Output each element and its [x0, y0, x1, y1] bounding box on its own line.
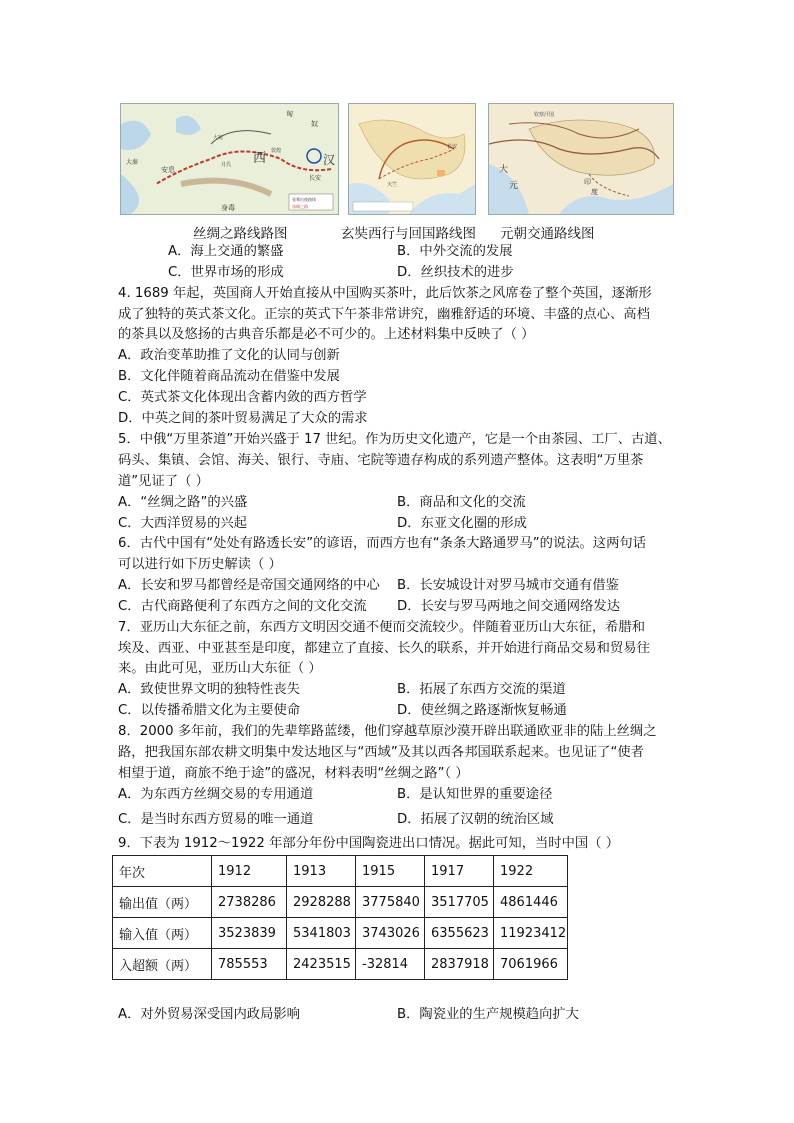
map-label-yin: 印: [584, 178, 591, 186]
q3-option-d: D．丝织技术的进步: [397, 265, 514, 280]
q8-stem-line-1: 8．2000 多年前，我们的先辈筚路蓝缕，他们穿越草原沙漠开辟出联通欧亚非的陆上丝绸之: [118, 724, 657, 739]
map-label-kipchak: 钦察汗国: [534, 112, 555, 118]
map-label-dunhuang: 敦煌: [271, 148, 282, 154]
map-label-anxi: 安息: [161, 166, 175, 174]
map-label-changan: 长安: [309, 175, 322, 182]
map-label-dawan: 大宛: [213, 135, 224, 141]
q5-option-d: D．东亚文化圈的形成: [397, 516, 527, 531]
table-cell: 4861446: [494, 887, 568, 918]
map-legend-zhangqian: 张骞出使路线: [292, 197, 316, 202]
table-cell: 785553: [212, 949, 287, 980]
table-cell: 5341803: [287, 918, 356, 949]
q4-stem-line-3: 的茶具以及悠扬的古典音乐都是必不可少的。上述材料集中反映了（ ）: [118, 327, 535, 342]
table-cell: 7061966: [494, 949, 568, 980]
table-cell: 11923412: [494, 918, 568, 949]
q6-stem-line-2: 可以进行如下历史解读（ ）: [118, 557, 282, 572]
map-label-nu: 奴: [311, 120, 318, 128]
q3-option-b: B．中外交流的发展: [397, 244, 513, 259]
q9-option-b: B．陶瓷业的生产规模趋向扩大: [397, 1007, 579, 1022]
map-label-yuan: 元: [509, 181, 519, 191]
caption-yuan: 元朝交通路线图: [500, 226, 595, 242]
q9-trade-table: [112, 855, 568, 980]
table-cell: 3775840: [356, 887, 425, 918]
caption-xuanzang: 玄奘西行与回国路线图: [341, 226, 476, 242]
table-cell: 6355623: [425, 918, 494, 949]
map-label-da: 大: [499, 165, 509, 175]
q8-stem-line-3: 相望于道，商旅不绝于途”的盛况，材料表明“丝绸之路”（ ）: [118, 766, 469, 781]
q8-option-d: D．拓展了汉朝的统治区域: [397, 812, 554, 827]
table-cell: 2738286: [212, 887, 287, 918]
map-legend-silkroad: 丝绸之路: [292, 204, 308, 209]
map-legend-box: [353, 202, 413, 211]
table-cell: 2423515: [287, 949, 356, 980]
q7-option-b: B．拓展了东西方交流的渠道: [397, 682, 566, 697]
q7-option-c: C．以传播希腊文化为主要使命: [118, 703, 301, 718]
map-label-tianzhu: 天竺: [387, 182, 398, 188]
q6-option-d: D．长安与罗马两地之间交通网络发达: [397, 599, 620, 614]
table-header-cell: 1912: [212, 856, 287, 887]
q9-stem: 9．下表为 1912～1922 年部分年份中国陶瓷进出口情况。据此可知，当时中国（ ）: [118, 836, 620, 851]
table-cell: 输入值（两）: [113, 918, 212, 949]
q4-option-a: A．政治变革助推了文化的认同与创新: [118, 348, 340, 363]
q5-option-b: B．商品和文化的交流: [397, 495, 526, 510]
table-cell: 3523839: [212, 918, 287, 949]
xuanzang-map: [348, 103, 476, 215]
q7-option-d: D．使丝绸之路逐渐恢复畅通: [397, 703, 567, 718]
silk-road-map: [120, 103, 339, 215]
map-marker: [437, 170, 445, 176]
yuan-map: [488, 103, 674, 215]
map-label-xi: 西: [253, 151, 267, 166]
table-header-cell: 1915: [356, 856, 425, 887]
q3-option-a: A．海上交通的繁盛: [168, 244, 284, 259]
map-label-han: 汉: [323, 153, 336, 167]
table-cell: 3517705: [425, 887, 494, 918]
table-header-cell: 年次: [113, 856, 212, 887]
q8-option-a: A．为东西方丝绸交易的专用通道: [118, 787, 314, 802]
q5-option-a: A．“丝绸之路”的兴盛: [118, 495, 248, 510]
q8-option-b: B．是认知世界的重要途径: [397, 787, 553, 802]
map-label-du: 度: [591, 188, 598, 196]
q4-option-b: B．文化伴随着商品流动在借鉴中发展: [118, 369, 340, 384]
table-header-row: [113, 856, 568, 887]
q5-option-c: C．大西洋贸易的兴起: [118, 516, 247, 531]
silk-road-map-graphic: [121, 104, 338, 214]
map-label-xiong: 匈: [286, 110, 293, 118]
q8-stem-line-2: 路，把我国东部农耕文明集中发达地区与“西域”及其以西各邦国联系起来。也见证了“使者: [118, 745, 644, 760]
table-row: [113, 918, 568, 949]
table-row: [113, 887, 568, 918]
q6-stem-line-1: 6．古代中国有“处处有路透长安”的谚语，而西方也有“条条大路通罗马”的说法。这两句话: [118, 536, 646, 551]
table-header-cell: 1913: [287, 856, 356, 887]
q8-option-c: C．是当时东西方贸易的唯一通道: [118, 812, 314, 827]
q6-option-b: B．长安城设计对罗马城市交通有借鉴: [397, 578, 619, 593]
q7-stem-line-1: 7．亚历山大东征之前，东西方文明因交通不便而交流较少。伴随着亚历山大东征，希腊和: [118, 620, 646, 635]
q4-option-c: C．英式茶文化体现出含蓄内敛的西方哲学: [118, 390, 367, 405]
yuan-map-graphic: [489, 104, 673, 214]
map-label-changan: 长安: [447, 144, 458, 150]
table-cell: 3743026: [356, 918, 425, 949]
table-cell: -32814: [356, 949, 425, 980]
map-label-yuezhi: 月氏: [221, 162, 232, 168]
q7-stem-line-2: 埃及、西亚、中亚甚至是印度，都建立了直接、长久的联系，并开始进行商品交易和贸易往: [118, 641, 650, 656]
q4-stem-line-1: 4. 1689 年起，英国商人开始直接从中国购买茶叶，此后饮茶之风席卷了整个英国，逐渐形: [118, 286, 652, 301]
map-label-shendu: 身毒: [221, 204, 235, 212]
table-cell: 2928288: [287, 887, 356, 918]
table-cell: 输出值（两）: [113, 887, 212, 918]
q5-stem-line-3: 道”见证了（ ）: [118, 474, 209, 489]
xuanzang-map-graphic: [349, 104, 475, 214]
table-header-cell: 1922: [494, 856, 568, 887]
q9-option-a: A．对外贸易深受国内政局影响: [118, 1007, 300, 1022]
table-cell: 入超额（两）: [113, 949, 212, 980]
q3-option-c: C．世界市场的形成: [168, 265, 284, 280]
table-header-cell: 1917: [425, 856, 494, 887]
table-row: [113, 949, 568, 980]
q7-option-a: A．致使世界文明的独特性丧失: [118, 682, 300, 697]
table-cell: 2837918: [425, 949, 494, 980]
q4-stem-line-2: 成了独特的英式茶文化。正宗的英式下午茶非常讲究，幽雅舒适的环境、丰盛的点心、高档: [118, 307, 650, 322]
caption-silk-road: 丝绸之路线路图: [193, 226, 288, 242]
q4-option-d: D．中英之间的茶叶贸易满足了大众的需求: [118, 411, 368, 426]
q5-stem-line-2: 码头、集镇、会馆、海关、银行、寺庙、宅院等遗存构成的系列遗产整体。这表明“万里茶: [118, 453, 644, 468]
q5-stem-line-1: 5．中俄“万里茶道”开始兴盛于 17 世纪。作为历史文化遗产，它是一个由茶园、工厂、古道、: [118, 432, 671, 447]
q7-stem-line-3: 来。由此可见，亚历山大东征（ ）: [118, 661, 322, 676]
map-strip: [120, 103, 672, 213]
q6-option-a: A．长安和罗马都曾经是帝国交通网络的中心: [118, 578, 380, 593]
q6-option-c: C．古代商路便利了东西方之间的文化交流: [118, 599, 367, 614]
map-label-daqin: 大秦: [126, 159, 139, 166]
